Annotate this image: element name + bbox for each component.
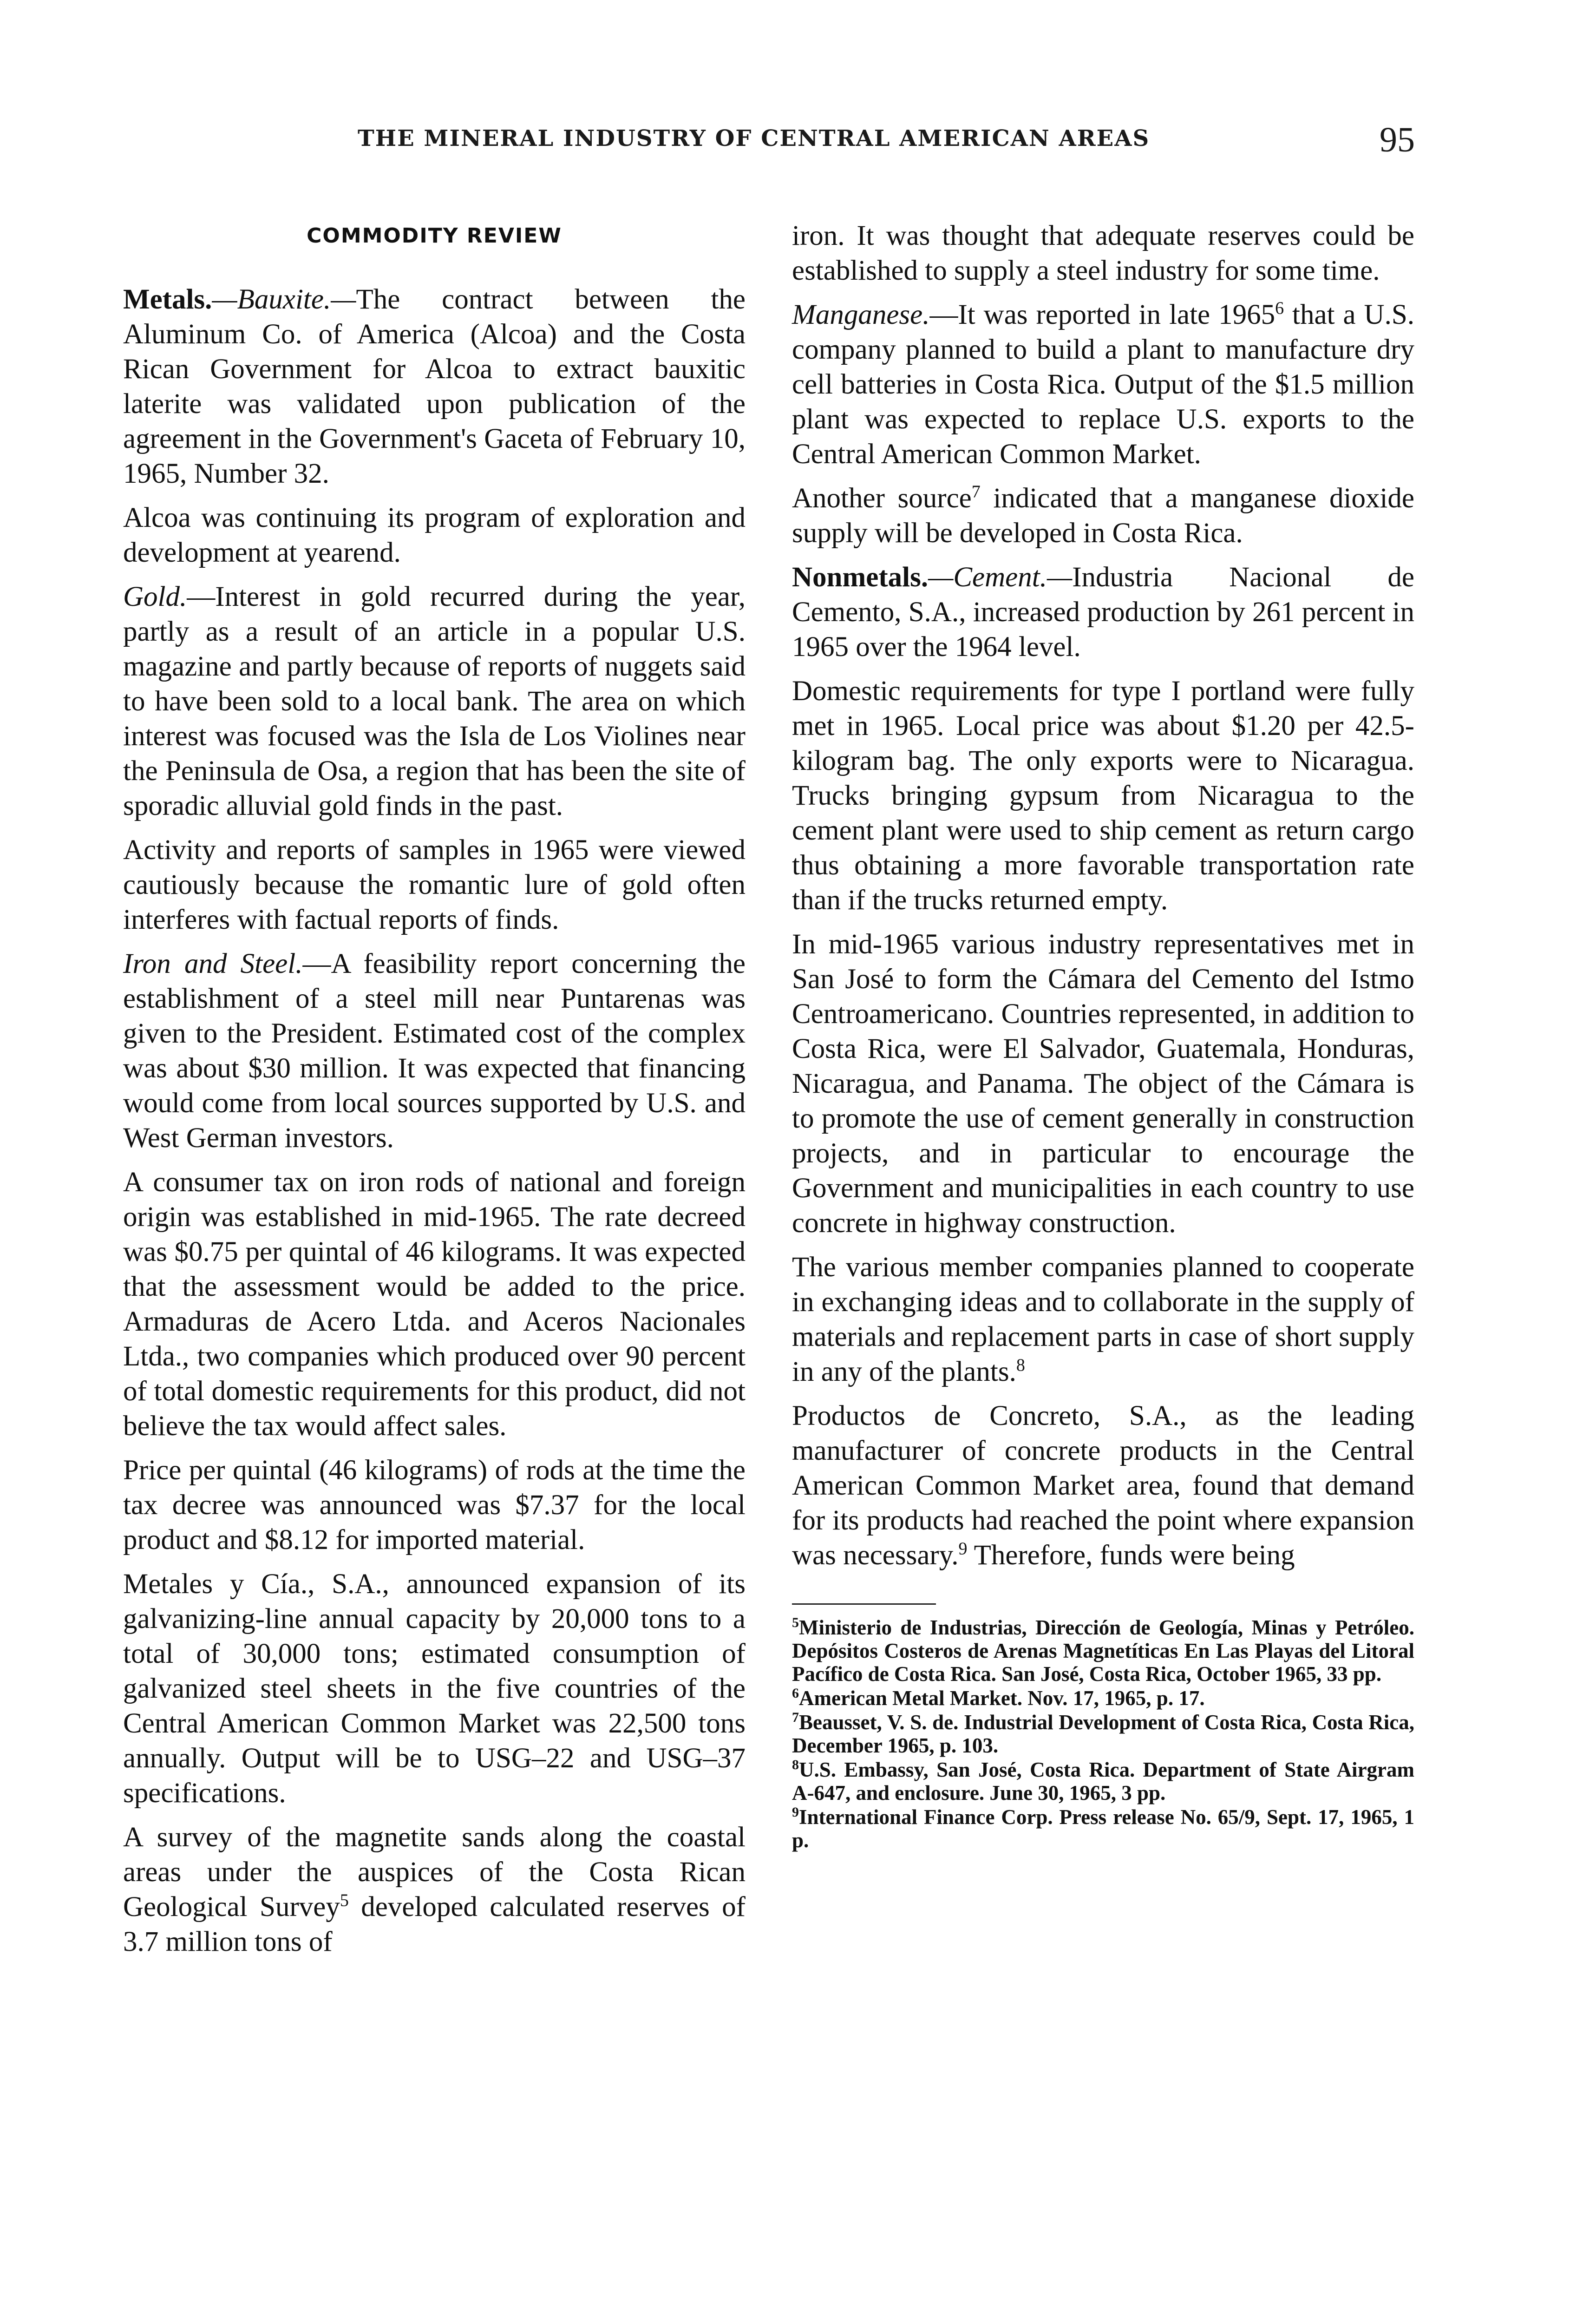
- footnotes: [792, 1616, 1414, 1852]
- running-title: THE MINERAL INDUSTRY OF CENTRAL AMERICAN AREAS: [358, 125, 1150, 151]
- paragraph-member-companies: [792, 1250, 1414, 1389]
- paragraph-camara: In mid-1965 various industry representatives met in San José to form the Cámara del Cemento del Istmo Centroamericano. Countries represented, in addition to Costa Rica, were El Salvador, Guatemala, Honduras, Nicaragua, and Panama. The object of the Cámara is to promote the use of cement generally in construction projects, and in particular to encourage the Government and municipalities in each country to use concrete in highway construction.: [792, 929, 1414, 1239]
- run-in-heading-nonmetals: Nonmetals.: [792, 562, 929, 593]
- section-heading: COMMODITY REVIEW: [307, 224, 562, 248]
- footnote-6: [792, 1686, 1414, 1710]
- footnote-mark: 5: [792, 1615, 799, 1630]
- paragraph-text: —It was reported in late 1965: [929, 299, 1275, 330]
- right-column: [792, 218, 1414, 1853]
- footnote-mark: 8: [792, 1757, 799, 1772]
- footnote-text: American Metal Market. Nov. 17, 1965, p. 17.: [799, 1686, 1205, 1710]
- paragraph-alcoa: Alcoa was continuing its program of exploration and development at yearend.: [123, 502, 746, 568]
- footnote-mark: 6: [792, 1686, 799, 1701]
- footnote-mark: 7: [792, 1710, 799, 1725]
- paragraph-text: —A feasibility report concerning the establishment of a steel mill near Puntarenas was given to the President. Estimated cost of the complex was about $30 million. It was expected that financing would come from local sources supported by U.S. and West German investors.: [123, 948, 746, 1154]
- topic-iron-steel: Iron and Steel.: [123, 948, 303, 979]
- topic-bauxite: —Bauxite.—: [212, 284, 356, 315]
- paragraph-manganese-dioxide: [792, 481, 1414, 551]
- paragraph-text: Productos de Concreto, S.A., as the leading manufacturer of concrete products in the Central American Common Market area, found that demand for its products had reached the point where expansion was necessary.: [792, 1400, 1414, 1571]
- paragraph-bauxite: [123, 282, 746, 491]
- footnote-divider: [792, 1603, 936, 1605]
- page-number: 95: [1380, 120, 1415, 159]
- footnote-9: [792, 1805, 1414, 1852]
- footnote-ref: 9: [958, 1539, 968, 1559]
- footnote-ref: 5: [340, 1890, 349, 1910]
- footnote-text: Ministerio de Industrias, Dirección de Geología, Minas y Petróleo. Depósitos Costeros de Arenas Magnetíticas En Las Playas del Litoral Pacífico de Costa Rica. San José, Costa Rica, October 1965, 33 pp.: [792, 1616, 1414, 1686]
- topic-cement: —Cement.—: [928, 562, 1073, 593]
- left-column: [123, 218, 746, 1969]
- paragraph-text: Industria Nacional de Cemento, S.A., increased production by 261 percent in 1965 over the 1964 level.: [792, 562, 1414, 663]
- paragraph-productos-concreto: [792, 1398, 1414, 1573]
- paragraph-iron-steel: [123, 946, 746, 1155]
- paragraph-gold: [123, 579, 746, 823]
- footnote-ref: 8: [1016, 1355, 1025, 1375]
- footnote-5: [792, 1616, 1414, 1686]
- paragraph-text: Therefore, funds were being: [967, 1540, 1295, 1571]
- run-in-heading-metals: Metals.: [123, 284, 212, 315]
- footnote-ref: 6: [1275, 298, 1284, 318]
- footnote-7: [792, 1711, 1414, 1757]
- footnote-8: [792, 1758, 1414, 1805]
- footnote-text: International Finance Corp. Press release No. 65/9, Sept. 17, 1965, 1 p.: [792, 1805, 1414, 1852]
- paragraph-text: The various member companies planned to cooperate in exchanging ideas and to collaborate in the supply of materials and replacement parts in case of short supply in any of the plants.: [792, 1252, 1414, 1387]
- paragraph-iron-continued: iron. It was thought that adequate reserves could be established to supply a steel industry for some time.: [792, 220, 1414, 286]
- paragraph-text: A survey of the magnetite sands along the coastal areas under the auspices of the Costa Rican Geological Survey: [123, 1822, 746, 1923]
- paragraph-magnetite: [123, 1820, 746, 1959]
- footnote-text: Beausset, V. S. de. Industrial Development of Costa Rica, Costa Rica, December 1965, p. 103.: [792, 1711, 1414, 1757]
- topic-manganese: Manganese.: [792, 299, 930, 330]
- paragraph-price-per-quintal: Price per quintal (46 kilograms) of rods at the time the tax decree was announced was $7.37 for the local product and $8.12 for imported material.: [123, 1455, 746, 1555]
- footnote-text: U.S. Embassy, San José, Costa Rica. Department of State Airgram A-647, and enclosure. June 30, 1965, 3 pp.: [792, 1758, 1414, 1805]
- paragraph-consumer-tax: A consumer tax on iron rods of national and foreign origin was established in mid-1965. The rate decreed was $0.75 per quintal of 46 kilograms. It was expected that the assessment would be added to the price. Armaduras de Acero Ltda. and Aceros Nacionales Ltda., two companies which produced over 90 percent of total domestic requirements for this product, did not believe the tax would affect sales.: [123, 1167, 746, 1442]
- paragraph-cement: [792, 560, 1414, 664]
- paragraph-text: developed calculated reserves of 3.7 million tons of: [123, 1891, 746, 1957]
- paragraph-domestic-requirements: Domestic requirements for type I portland were fully met in 1965. Local price was about $1.20 per 42.5-kilogram bag. The only exports were to Nicaragua. Trucks bringing gypsum from Nicaragua to the cement plant were used to ship cement as return cargo thus obtaining a more favorable transportation rate than if the trucks returned empty.: [792, 676, 1414, 916]
- paragraph-text: —Interest in gold recurred during the year, partly as a result of an article in a popular U.S. magazine and partly because of reports of nuggets said to have been sold to a local bank. The area on which interest was focused was the Isla de Los Violines near the Peninsula de Osa, a region that has been the site of sporadic alluvial gold finds in the past.: [123, 581, 746, 821]
- paragraph-text: that a U.S. company planned to build a plant to manufacture dry cell batteries in Costa Rica. Output of the $1.5 million plant was expected to replace U.S. exports to the Central American Common Market.: [792, 299, 1414, 470]
- paragraph-gold-reports: Activity and reports of samples in 1965 were viewed cautiously because the romantic lure of gold often interferes with factual reports of finds.: [123, 834, 746, 935]
- paragraph-metales: Metales y Cía., S.A., announced expansion of its galvanizing-line annual capacity by 20,000 tons to a total of 30,000 tons; estimated consumption of galvanized steel sheets in the five countries of the Central American Common Market was 22,500 tons annually. Output will be to USG–22 and USG–37 specifications.: [123, 1568, 746, 1809]
- paragraph-text: indicated that a manganese dioxide supply will be developed in Costa Rica.: [792, 483, 1414, 549]
- footnote-ref: 7: [971, 482, 981, 502]
- paragraph-manganese: [792, 297, 1414, 472]
- paragraph-text: Another source: [792, 483, 972, 514]
- topic-gold: Gold.: [123, 581, 187, 612]
- paragraph-text: The contract between the Aluminum Co. of America (Alcoa) and the Costa Rican Government for Alcoa to extract bauxitic laterite was validated upon publication of the agreement in the Government's Gaceta of February 10, 1965, Number 32.: [123, 284, 746, 489]
- footnote-mark: 9: [792, 1805, 799, 1820]
